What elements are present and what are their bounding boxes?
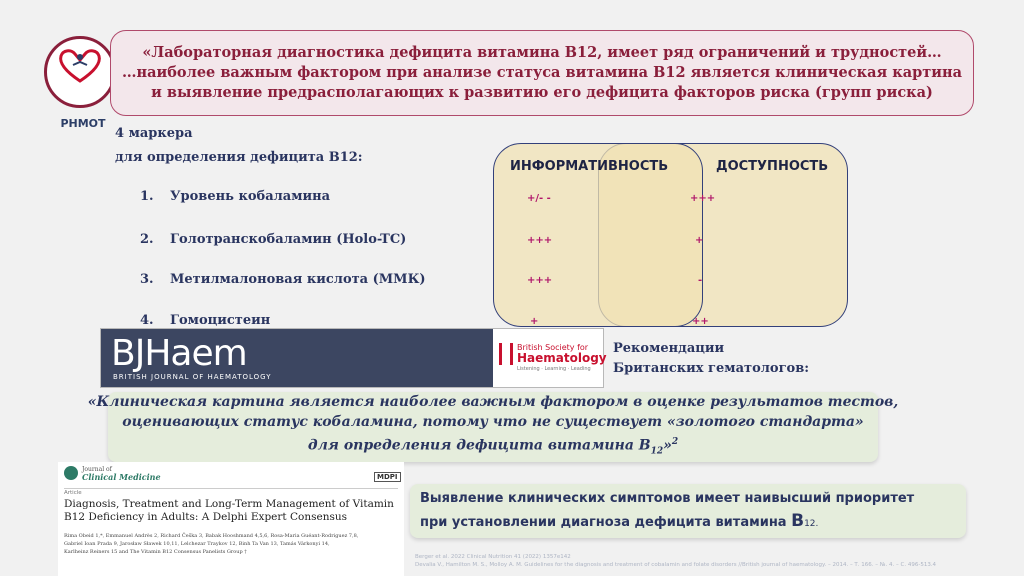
marker-label: Уровень кобаламина <box>170 189 331 204</box>
journal-name-line1: Journal of <box>82 466 112 473</box>
article-title <box>64 498 394 524</box>
info-value: + <box>530 316 539 327</box>
info-value: +++ <box>527 235 553 246</box>
bjhaem-subtitle: BRITISH JOURNAL OF HAEMATOLOGY <box>113 373 272 381</box>
mdpi-logo: MDPI <box>374 472 401 482</box>
bsh-line1: British Society for <box>517 343 589 352</box>
bjhaem-banner <box>100 328 607 388</box>
marker-item <box>140 232 406 247</box>
marker-number: 3. <box>140 272 154 287</box>
rnmot-logo <box>44 36 116 130</box>
informativeness-header: ИНФОРМАТИВНОСТЬ <box>510 159 669 174</box>
marker-item <box>140 313 270 328</box>
recommendations-label <box>613 339 809 379</box>
info-value: +++ <box>527 275 553 286</box>
green-quote-sup: 2 <box>671 437 679 448</box>
marker-label: Гомоцистеин <box>170 313 271 328</box>
green-statement-box <box>410 484 966 538</box>
article-authors-line2: Gabriel Ioan Prada 9, Jarosław Sławek 10,11, Lelchezar Traykov 12, Binh Ta Van 13, Tamás Várkonyi 14, <box>64 541 330 547</box>
recommendations-line1: Рекомендации <box>613 341 725 356</box>
article-title-line1: Diagnosis, Treatment and Long-Term Management of Vitamin <box>64 498 394 510</box>
article-authors-line3: Karlheinz Reiners 15 and The Vitamin B12 Consensus Panelists Group † <box>64 549 247 555</box>
green-statement-end: 12. <box>804 518 819 529</box>
logo-text: РНМОТ <box>60 117 106 130</box>
article-title-line2: B12 Deficiency in Adults: A Delphi Expert Consensus <box>64 511 347 523</box>
green-statement-big: B <box>791 510 805 531</box>
reference-line1: Berger et al. 2022 Clinical Nutrition 41 (2022) 1357e142 <box>415 554 571 560</box>
reference-line2: Devalia V., Hamilton M. S., Molloy A. M. Guidelines for the diagnosis and treatment of cobalamin and folate disorders //British journal of haematology. – 2014. – Т. 166. – №. 4. – С. 496-513.4 <box>415 562 937 568</box>
marker-label: Голотранскобаламин (Holo-TC) <box>170 232 407 247</box>
marker-number: 2. <box>140 232 154 247</box>
green-statement-line2 <box>420 510 966 535</box>
journal-icon <box>64 466 78 480</box>
heart-logo-icon <box>55 45 105 85</box>
quote-line: и выявление предрасполагающих к развитию его дефицита факторов риска (групп риска) <box>151 84 933 101</box>
article-label: Article <box>64 490 82 496</box>
quote-line: …наиболее важным фактором при анализе статуса витамина B12 является клиническая картина <box>122 64 962 81</box>
quote-line: «Лабораторная диагностика дефицита витамина B12, имеет ряд ограничений и трудностей… <box>142 44 942 61</box>
recommendations-line2: Британских гематологов: <box>613 361 810 376</box>
bjhaem-logo: BJHaem <box>111 333 247 374</box>
access-value: ++ <box>692 316 709 327</box>
references <box>415 553 936 569</box>
article-card <box>58 462 404 576</box>
article-authors <box>64 532 358 556</box>
marker-label: Метилмалоновая кислота (ММК) <box>170 272 426 287</box>
green-statement-line1: Выявление клинических симптомов имеет наивысший приоритет <box>420 490 915 506</box>
marker-number: 4. <box>140 313 154 328</box>
marker-item <box>140 272 426 287</box>
accessibility-header: ДОСТУПНОСТЬ <box>716 159 829 174</box>
green-quote-box <box>87 392 899 462</box>
bsh-line3: Listening · Learning · Leading <box>517 366 591 372</box>
green-quote-sub: 12 <box>650 446 664 457</box>
bjhaem-dark-panel <box>101 329 493 387</box>
bsh-line2: Haematology <box>517 351 607 365</box>
green-quote-end: » <box>663 437 672 454</box>
article-divider <box>64 488 398 489</box>
markers-title <box>115 122 363 170</box>
green-quote-line: оценивающих статус кобаламина, потому что не существует «золотого стандарта» <box>122 414 864 431</box>
info-value: +/- - <box>527 193 551 204</box>
access-value: + <box>695 235 704 246</box>
green-quote-line <box>308 432 678 461</box>
bsh-icon <box>499 343 513 365</box>
green-quote-line3: для определения дефицита витамина B <box>307 437 651 454</box>
article-authors-line1: Rima Obeid 1,*, Emmanuel Andrès 2, Richard Češka 3, Babak Hooshmand 4,5,6, Rosa-Maria Guéant-Rodriguez 7,8, <box>64 533 359 539</box>
markers-title-line2: для определения дефицита B12: <box>115 150 363 165</box>
access-value: - <box>698 275 703 286</box>
quote-box <box>110 30 974 116</box>
green-statement-text: при установлении диагноза дефицита витамина <box>420 514 792 530</box>
journal-name-line2: Clinical Medicine <box>82 472 161 482</box>
markers-title-line1: 4 маркера <box>115 126 193 141</box>
marker-item <box>140 189 330 204</box>
marker-number: 1. <box>140 189 154 204</box>
access-value: +++ <box>690 193 716 204</box>
green-quote-line: «Клиническая картина является наиболее важным фактором в оценке результатов тестов, <box>87 394 899 411</box>
